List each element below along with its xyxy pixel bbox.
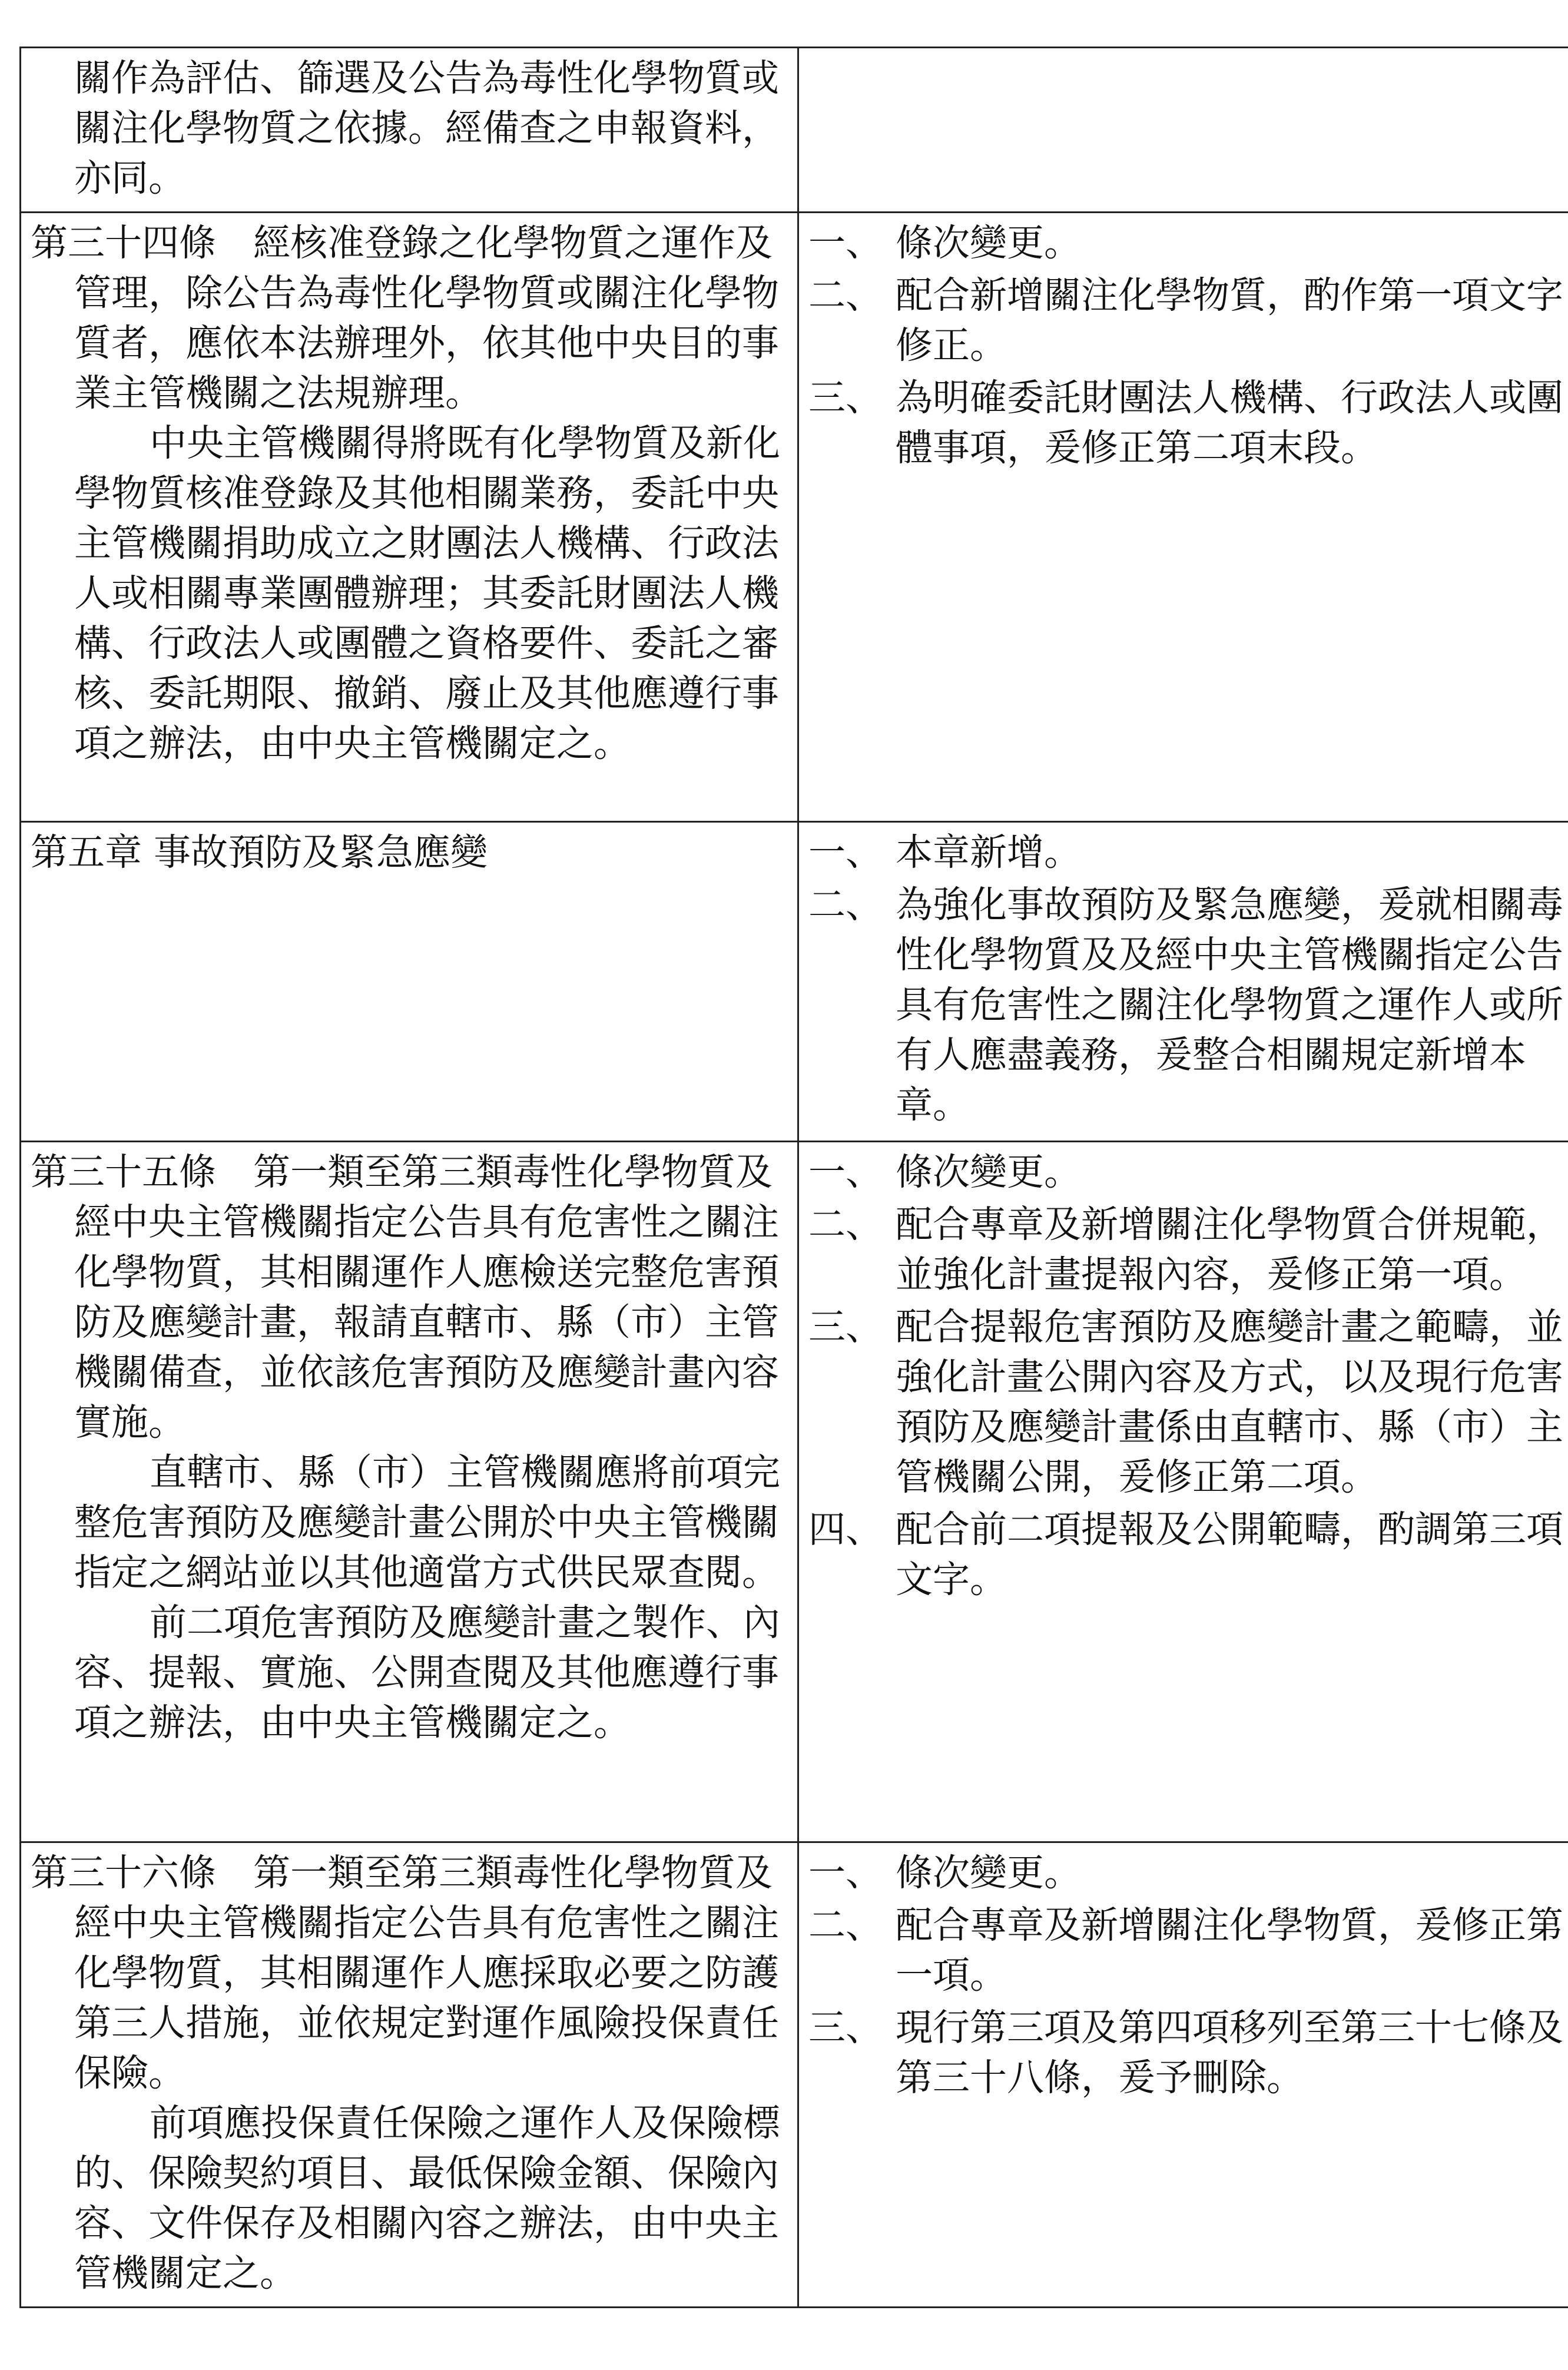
explanation-item [808, 1848, 1568, 1898]
item-text: 現行第三項及第四項移列至第三十七條及第三十八條，爰予刪除。 [896, 2006, 1563, 2099]
paragraph-text: 第一類至第三類毒性化學物質及經中央主管機關指定公告具有危害性之關注化學物質，其相關運作人應採取必要之防護第三人措施，並依規定對運作風險投保責任保險。 [74, 1851, 779, 2094]
explanation-cell [798, 1142, 1568, 1842]
table-row [21, 822, 1568, 1142]
paragraph-text: 第一類至第三類毒性化學物質及經中央主管機關指定公告具有危害性之關注化學物質，其相關運作人應檢送完整危害預防及應變計畫，報請直轄市、縣（市）主管機關備查，並依該危害預防及應變計畫內容實施。 [74, 1151, 779, 1444]
comparison-table [19, 47, 1568, 2308]
explanation-cell [798, 213, 1568, 822]
item-text: 配合專章及新增關注化學物質，爰修正第一項。 [896, 1904, 1563, 1997]
table-row [21, 1842, 1568, 2308]
article-paragraph [31, 1848, 788, 2098]
table-row [21, 1142, 1568, 1842]
item-text: 為強化事故預防及緊急應變，爰就相關毒性化學物質及及經中央主管機關指定公告具有危害性之關注化學物質之運作人或所有人應盡義務，爰整合相關規定新增本章。 [896, 883, 1563, 1126]
explanation-item [808, 373, 1568, 473]
explanation-cell [798, 1842, 1568, 2308]
continuation-text: 關作為評估、篩選及公告為毒性化學物質或關注化學物質之依據。經備查之申報資料，亦同。 [74, 57, 779, 200]
item-text: 配合專章及新增關注化學物質合併規範，並強化計畫提報內容，爰修正第一項。 [896, 1203, 1563, 1296]
explanation-item [808, 1199, 1568, 1300]
article-text-cell [21, 48, 798, 213]
article-paragraph: 前項應投保責任保險之運作人及保險標的、保險契約項目、最低保險金額、保險內容、文件保存及相關內容之辦法，由中央主管機關定之。 [74, 2101, 780, 2295]
explanation-item [808, 1147, 1568, 1197]
article-paragraph: 前二項危害預防及應變計畫之製作、內容、提報、實施、公開查閱及其他應遵行事項之辦法，由中央主管機關定之。 [74, 1601, 780, 1744]
item-number: 一、 [808, 1851, 883, 1894]
explanation-item [808, 1504, 1568, 1605]
paragraph-text: 經核准登錄之化學物質之運作及管理，除公告為毒性化學物質或關注化學物質者，應依本法辦理外，依其他中央目的事業主管機關之法規辦理。 [74, 221, 779, 415]
table-row [21, 213, 1568, 822]
explanation-item [808, 880, 1568, 1130]
article-paragraph: 直轄市、縣（市）主管機關應將前項完整危害預防及應變計畫公開於中央主管機關指定之網站並以其他適當方式供民眾查閱。 [74, 1451, 780, 1594]
article-paragraph: 中央主管機關得將既有化學物質及新化學物質核准登錄及其他相關業務，委託中央主管機關捐助成立之財團法人機構、行政法人或相關專業團體辦理；其委託財團法人機構、行政法人或團體之資格要件、委託之審核、委託期限、撤銷、廢止及其他應遵行事項之辦法，由中央主管機關定之。 [74, 422, 780, 765]
item-number: 一、 [808, 221, 883, 264]
explanation-cell [798, 822, 1568, 1142]
article-paragraph [31, 1147, 788, 1447]
explanation-item [808, 1302, 1568, 1502]
item-text: 條次變更。 [896, 221, 1081, 264]
item-text: 配合前二項提報及公開範疇，酌調第三項文字。 [896, 1508, 1563, 1601]
item-number: 一、 [808, 831, 883, 874]
explanation-item [808, 1900, 1568, 2000]
item-text: 配合提報危害預防及應變計畫之範疇，並強化計畫公開內容及方式，以及現行危害預防及應變計畫係由直轄市、縣（市）主管機關公開，爰修正第二項。 [896, 1305, 1563, 1499]
table-row [21, 48, 1568, 213]
article-paragraph [31, 218, 788, 418]
chapter-heading: 第五章 事故預防及緊急應變 [31, 831, 488, 874]
explanation-item [808, 270, 1568, 370]
explanation-cell [798, 48, 1568, 213]
item-number: 二、 [808, 274, 883, 317]
item-number: 二、 [808, 883, 883, 926]
article-text-cell [21, 822, 798, 1142]
explanation-item [808, 2003, 1568, 2103]
item-number: 二、 [808, 1904, 883, 1947]
item-number: 三、 [808, 376, 883, 419]
explanation-item [808, 827, 1568, 877]
item-text: 條次變更。 [896, 1151, 1081, 1194]
explanation-item [808, 218, 1568, 268]
article-text-cell [21, 213, 798, 822]
article-text-cell [21, 1842, 798, 2308]
item-text: 配合新增關注化學物質，酌作第一項文字修正。 [896, 274, 1563, 367]
item-number: 三、 [808, 1305, 883, 1348]
item-number: 四、 [808, 1508, 883, 1551]
article-text-cell [21, 1142, 798, 1842]
article-heading: 第三十六條 [31, 1851, 216, 1894]
item-text: 為明確委託財團法人機構、行政法人或團體事項，爰修正第二項末段。 [896, 376, 1563, 469]
item-number: 二、 [808, 1203, 883, 1246]
item-number: 一、 [808, 1151, 883, 1194]
article-heading: 第三十五條 [31, 1151, 216, 1194]
item-text: 條次變更。 [896, 1851, 1081, 1894]
item-text: 本章新增。 [896, 831, 1081, 874]
item-number: 三、 [808, 2006, 883, 2049]
article-heading: 第三十四條 [31, 221, 216, 264]
